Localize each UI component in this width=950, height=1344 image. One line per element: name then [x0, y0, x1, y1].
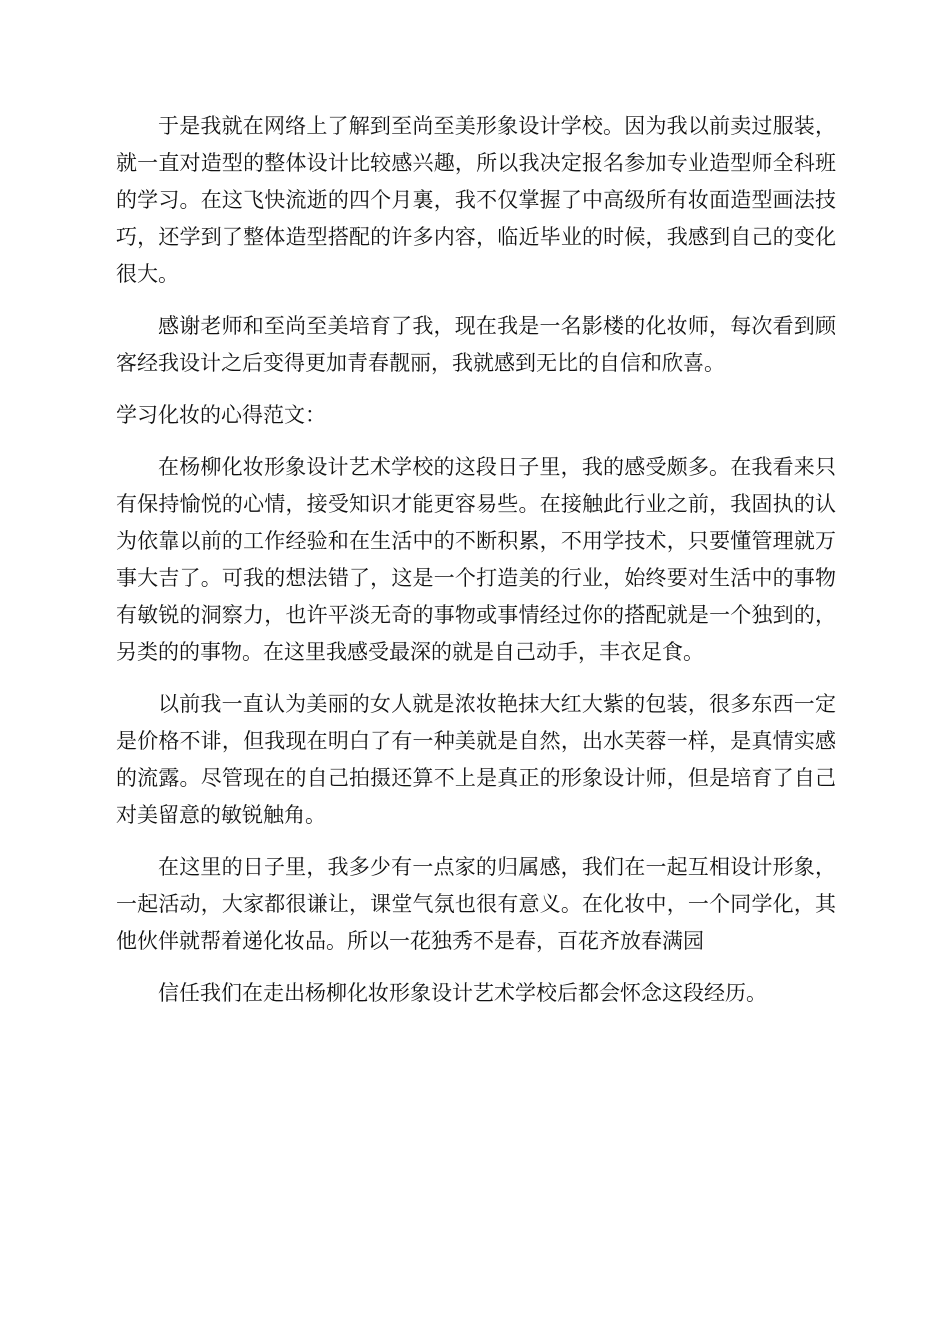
paragraph-5: 在这里的日子里，我多少有一点家的归属感，我们在一起互相设计形象，一起活动，大家都很谦让，课堂气氛也很有意义。在化妆中，一个同学化，其他伙伴就帮着递化妆品。所以一花独秀不是春，百花齐放春满园: [116, 855, 836, 953]
paragraph-2: 感谢老师和至尚至美培育了我，现在我是一名影楼的化妆师，每次看到顾客经我设计之后变得更加青春靓丽，我就感到无比的自信和欣喜。: [116, 314, 836, 375]
paragraph-1: 于是我就在网络上了解到至尚至美形象设计学校。因为我以前卖过服装，就一直对造型的整体设计比较感兴趣，所以我决定报名参加专业造型师全科班的学习。在这飞快流逝的四个月裏，我不仅掌握了中高级所有妆面造型画法技巧，还学到了整体造型搭配的许多内容，临近毕业的时候，我感到自己的变化很大。: [116, 114, 836, 286]
paragraph-3: 在杨柳化妆形象设计艺术学校的这段日子里，我的感受颇多。在我看来只有保持愉悦的心情，接受知识才能更容易些。在接触此行业之前，我固执的认为依靠以前的工作经验和在生活中的不断积累，不用学技术，只要懂管理就万事大吉了。可我的想法错了，这是一个打造美的行业，始终要对生活中的事物有敏锐的洞察力，也许平淡无奇的事物或事情经过你的搭配就是一个独到的，另类的的事物。在这里我感受最深的就是自己动手，丰衣足食。: [116, 455, 836, 664]
paragraph-6: 信任我们在走出杨柳化妆形象设计艺术学校后都会怀念这段经历。: [158, 981, 767, 1005]
document-body: [116, 108, 836, 1027]
paragraph-4: 以前我一直认为美丽的女人就是浓妆艳抹大红大紫的包装，很多东西一定是价格不诽，但我现在明白了有一种美就是自然，出水芙蓉一样，是真情实感的流露。尽管现在的自己拍摄还算不上是真正的形象设计师，但是培育了自己对美留意的敏锐触角。: [116, 692, 836, 827]
section-heading: 学习化妆的心得范文：: [116, 403, 326, 427]
